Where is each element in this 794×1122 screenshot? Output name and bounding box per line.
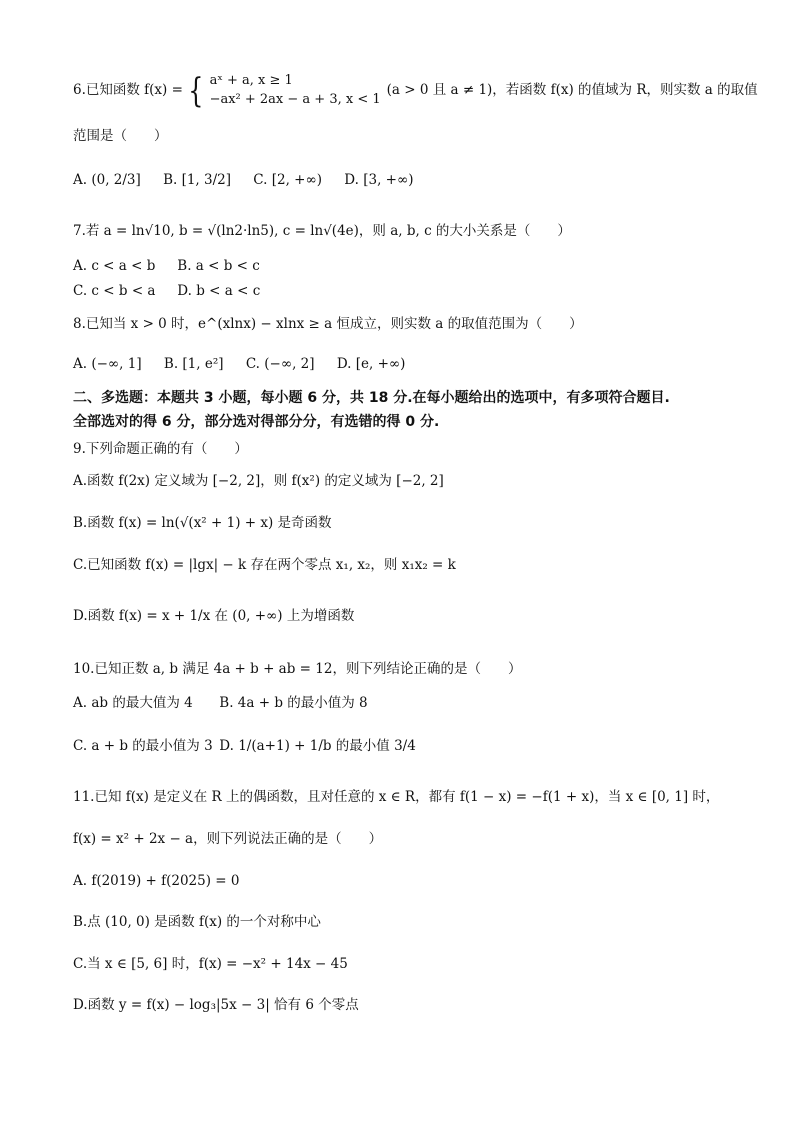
q8-option-a: A. (−∞, 1] <box>73 356 142 372</box>
q6-options <box>73 172 431 189</box>
q10-option-c: C. a + b 的最小值为 3 <box>73 738 213 754</box>
section-2-heading: 二、多选题：本题共 3 小题，每小题 6 分，共 18 分.在每小题给出的选项中，有多项符合题目. <box>73 390 670 406</box>
q6-option-c: C. [2, +∞) <box>253 172 322 188</box>
q9-option-c: C.已知函数 f(x) = |lgx| − k 存在两个零点 x₁, x₂，则 x₁x₂ = k <box>73 557 456 573</box>
q6-option-b: B. [1, 3/2] <box>163 172 231 188</box>
brace-symbol: { <box>188 70 204 111</box>
q7-option-a: A. c < a < b <box>73 258 156 274</box>
question-8-stem: 8.已知当 x > 0 时，e^(xlnx) − xlnx ≥ a 恒成立，则实数 a 的取值范围为（ ） <box>73 316 583 332</box>
q9-option-d: D.函数 f(x) = x + 1/x 在 (0, +∞) 上为增函数 <box>73 608 355 624</box>
q6-condition: (a > 0 且 a ≠ 1)，若函数 f(x) 的值域为 R，则实数 a 的取值 <box>386 82 758 99</box>
q7-option-c: C. c < b < a <box>73 283 156 299</box>
q10-option-a: A. ab 的最大值为 4 <box>73 695 193 711</box>
question-7-stem: 7.若 a = ln√10, b = √(ln2·ln5), c = ln√(4e)，则 a, b, c 的大小关系是（ ） <box>73 223 571 239</box>
q6-piece-1: aˣ + a, x ≥ 1 <box>209 73 293 88</box>
q10-options-row-2 <box>73 738 416 755</box>
q11-option-b: B.点 (10, 0) 是函数 f(x) 的一个对称中心 <box>73 914 321 930</box>
q7-option-b: B. a < b < c <box>177 258 260 274</box>
question-6-stem <box>73 72 758 110</box>
q11-continuation: f(x) = x² + 2x − a，则下列说法正确的是（ ） <box>73 831 383 847</box>
q6-continuation: 范围是（ ） <box>73 128 168 144</box>
q11-option-a: A. f(2019) + f(2025) = 0 <box>73 873 240 889</box>
q6-piece-2: −ax² + 2ax − a + 3, x < 1 <box>209 91 381 107</box>
q10-options-row-1 <box>73 695 368 712</box>
q8-option-b: B. [1, e²] <box>163 356 224 372</box>
q10-option-b: B. 4a + b 的最小值为 8 <box>219 695 368 711</box>
question-11-stem: 11.已知 f(x) 是定义在 R 上的偶函数，且对任意的 x ∈ R，都有 f(1 − x) = −f(1 + x)，当 x ∈ [0, 1] 时， <box>73 789 720 805</box>
q11-option-c: C.当 x ∈ [5, 6] 时，f(x) = −x² + 14x − 45 <box>73 956 348 972</box>
q11-option-d: D.函数 y = f(x) − log₃|5x − 3| 恰有 6 个零点 <box>73 997 359 1013</box>
q6-lead: 6.已知函数 f(x) = <box>73 82 183 99</box>
question-9-stem: 9.下列命题正确的有（ ） <box>73 441 248 457</box>
q7-options-row-2 <box>73 283 260 300</box>
q9-option-a: A.函数 f(2x) 定义域为 [−2, 2]，则 f(x²) 的定义域为 [−2, 2] <box>73 473 444 489</box>
question-10-stem: 10.已知正数 a, b 满足 4a + b + ab = 12，则下列结论正确的是（ ） <box>73 661 522 677</box>
q9-option-b: B.函数 f(x) = ln(√(x² + 1) + x) 是奇函数 <box>73 515 332 531</box>
piecewise-cases <box>210 72 381 110</box>
q8-option-d: D. [e, +∞) <box>336 356 406 372</box>
q8-options <box>73 356 423 373</box>
q6-option-a: A. (0, 2/3] <box>73 172 141 188</box>
q10-option-d: D. 1/(a+1) + 1/b 的最小值 3/4 <box>219 738 416 754</box>
q7-option-d: D. b < a < c <box>177 283 261 299</box>
q7-options-row-1 <box>73 258 260 275</box>
q8-option-c: C. (−∞, 2] <box>245 356 315 372</box>
q6-option-d: D. [3, +∞) <box>344 172 414 188</box>
section-2-instructions: 全部选对的得 6 分，部分选对得部分分，有选错的得 0 分. <box>73 414 440 430</box>
